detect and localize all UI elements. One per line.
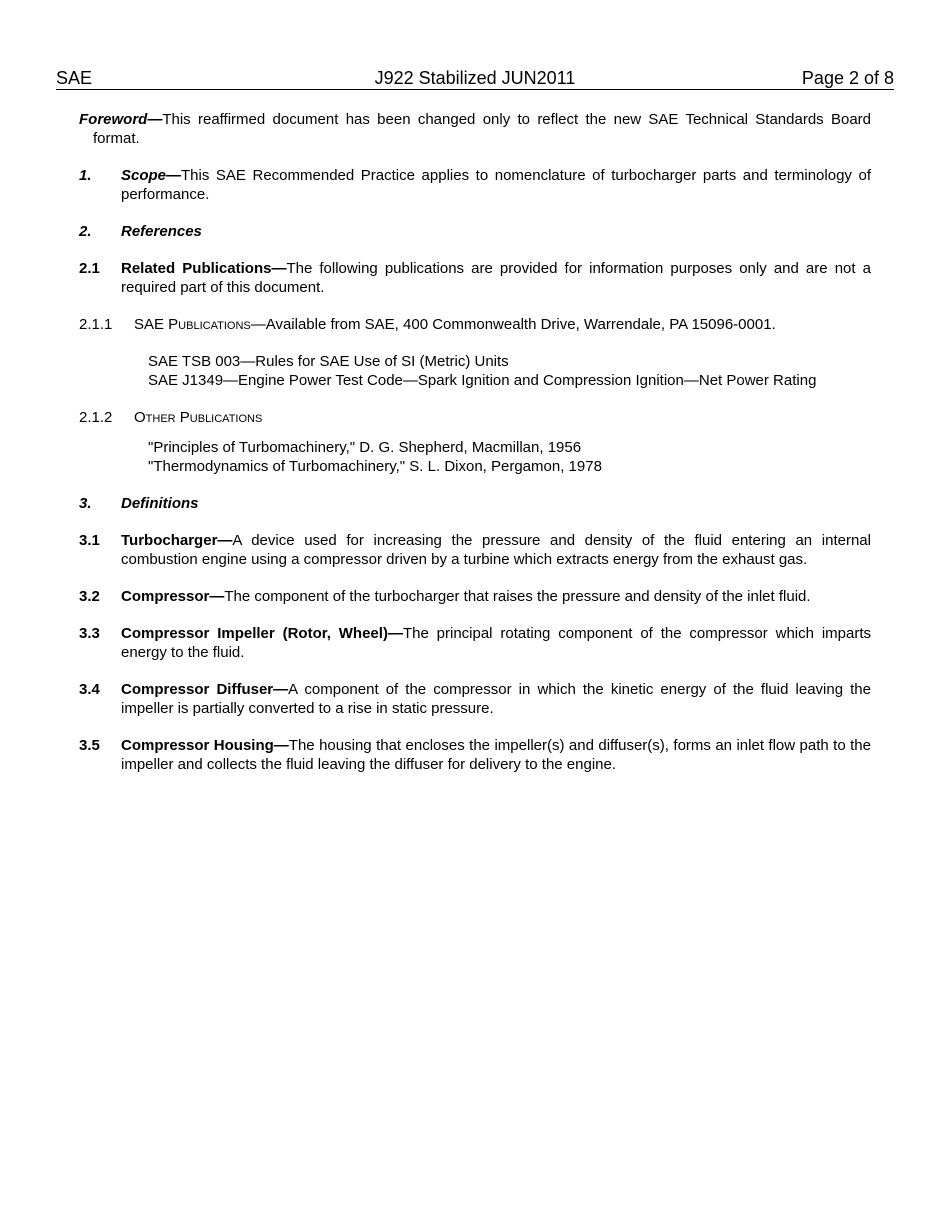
section-number: 2.1.2 [79,409,113,426]
section-scope [79,166,871,204]
definition-text: The principal rotating component of the compressor which imparts energy to the fluid. [121,625,871,661]
definition-compressor-impeller [79,624,871,662]
foreword-term: Foreword [79,111,148,128]
definition-term: Turbocharger— [121,532,233,549]
definition-term: Compressor— [121,588,225,605]
definition-text: The housing that encloses the impeller(s) and diffuser(s), forms an inlet flow path to the impeller and collects the fluid leaving the diffuser for delivery to the engine. [121,737,871,773]
foreword-dash: — [147,111,163,128]
document-body [79,110,871,792]
definition-term: Compressor Housing— [121,737,289,754]
definition-text: The component of the turbocharger that raises the pressure and density of the inlet fluid. [224,588,811,605]
related-publications-term: Related Publications— [121,260,287,277]
definition-compressor [79,587,871,606]
definition-number: 3.2 [79,588,100,605]
definition-number: 3.4 [79,681,100,698]
section-number: 1. [79,167,92,184]
definition-term: Compressor Diffuser— [121,681,289,698]
section-number: 2.1.1 [79,316,113,333]
header-org: SAE [56,68,93,88]
section-number: 2.1 [79,260,100,277]
reference-item: "Thermodynamics of Turbomachinery," S. L. Dixon, Pergamon, 1978 [148,458,602,475]
section-number: 2. [79,223,92,240]
definition-number: 3.1 [79,532,100,549]
section-number: 3. [79,495,92,512]
sae-reference-list [79,352,871,390]
sae-publications-text: —Available from SAE, 400 Commonwealth Drive, Warrendale, PA 15096-0001. [250,316,776,333]
reference-item: "Principles of Turbomachinery," D. G. Shepherd, Macmillan, 1956 [148,439,582,456]
reference-item: SAE J1349—Engine Power Test Code—Spark Ignition and Compression Ignition—Net Power Rating [148,372,817,389]
definition-compressor-housing [79,736,871,774]
references-title: References [121,223,202,240]
section-other-publications [79,408,871,427]
definition-compressor-diffuser [79,680,871,718]
definition-term: Compressor Impeller (Rotor, Wheel)— [121,625,403,642]
other-publications-title: Other Publications [134,409,263,426]
scope-text: This SAE Recommended Practice applies to nomenclature of turbocharger parts and terminology of performance. [121,167,871,203]
reference-item: SAE TSB 003—Rules for SAE Use of SI (Metric) Units [148,353,509,370]
scope-dash: — [166,167,182,184]
foreword-text: This reaffirmed document has been changed only to reflect the new SAE Technical Standards Board format. [93,111,871,147]
section-related-publications [79,259,871,297]
definition-number: 3.3 [79,625,100,642]
section-definitions [79,494,871,513]
definition-text: A component of the compressor in which the kinetic energy of the fluid leaving the impeller is partially converted to a rise in static pressure. [121,681,871,717]
page-header [56,67,894,90]
definition-turbocharger [79,531,871,569]
scope-term: Scope [121,167,167,184]
header-document-id: J922 Stabilized JUN2011 [374,68,576,88]
related-publications-text: The following publications are provided for information purposes only and are not a required part of this document. [121,260,871,296]
definitions-title: Definitions [121,495,199,512]
section-references [79,222,871,241]
header-page-number: Page 2 of 8 [801,68,894,88]
sae-publications-title: SAE Publications [134,316,251,333]
other-reference-list [79,438,871,476]
foreword-paragraph [79,110,871,148]
section-sae-publications [79,315,871,334]
definition-number: 3.5 [79,737,100,754]
definition-text: A device used for increasing the pressure and density of the fluid entering an internal combustion engine using a compressor driven by a turbine which extracts energy from the exhaust gas. [121,532,871,568]
